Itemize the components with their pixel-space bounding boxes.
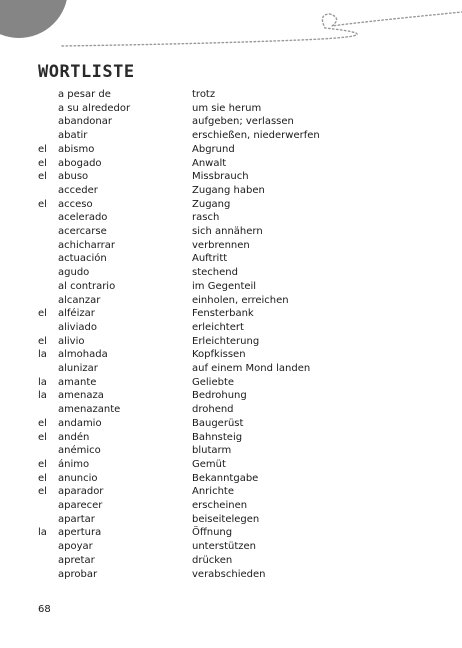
spanish-word: apartar bbox=[58, 513, 95, 525]
spanish-word: apertura bbox=[58, 527, 102, 539]
german-translation: blutarm bbox=[192, 445, 232, 457]
spanish-word: almohada bbox=[58, 349, 108, 361]
article: el bbox=[38, 157, 47, 169]
word-entry-row bbox=[0, 184, 462, 198]
german-translation: einholen, erreichen bbox=[192, 294, 289, 306]
german-translation: Baugerüst bbox=[192, 417, 244, 429]
word-entry-row bbox=[0, 225, 462, 239]
article: la bbox=[38, 376, 47, 388]
word-entry-row bbox=[0, 170, 462, 184]
spanish-word: actuación bbox=[58, 253, 107, 265]
spanish-word: apoyar bbox=[58, 541, 93, 553]
spanish-word: acercarse bbox=[58, 226, 107, 237]
article: la bbox=[38, 527, 47, 539]
word-entry-row bbox=[0, 321, 462, 335]
article: el bbox=[38, 171, 47, 183]
spanish-word: alcanzar bbox=[58, 294, 101, 306]
word-entry-row bbox=[0, 198, 462, 212]
german-translation: rasch bbox=[192, 212, 220, 224]
word-entry-row bbox=[0, 472, 462, 486]
word-entry-row bbox=[0, 499, 462, 513]
spanish-word: ánimo bbox=[58, 458, 90, 470]
article: el bbox=[38, 308, 47, 320]
spanish-word: anuncio bbox=[58, 472, 98, 484]
spanish-word: amenazante bbox=[58, 404, 121, 416]
word-entry-row bbox=[0, 307, 462, 321]
word-entry-row bbox=[0, 280, 462, 294]
article: el bbox=[38, 335, 47, 347]
word-entry-row bbox=[0, 403, 462, 417]
spanish-word: apretar bbox=[58, 554, 95, 566]
german-translation: Bekanntgabe bbox=[192, 472, 259, 484]
word-entry-row bbox=[0, 526, 462, 540]
german-translation: erleichtert bbox=[192, 321, 244, 333]
word-entry-row bbox=[0, 129, 462, 143]
article: el bbox=[38, 198, 47, 210]
dotted-line-decoration bbox=[0, 0, 462, 60]
spanish-word: abuso bbox=[58, 171, 89, 183]
page-title: WORTLISTE bbox=[38, 62, 135, 82]
word-entry-row bbox=[0, 335, 462, 349]
german-translation: Öffnung bbox=[192, 527, 233, 539]
german-translation: verabschieden bbox=[192, 568, 266, 580]
word-entry-row bbox=[0, 143, 462, 157]
german-translation: Abgrund bbox=[192, 143, 235, 155]
german-translation: drücken bbox=[192, 554, 233, 566]
page-number: 68 bbox=[38, 604, 51, 615]
word-entry-row bbox=[0, 252, 462, 266]
german-translation: Auftritt bbox=[192, 253, 228, 265]
spanish-word: abogado bbox=[58, 157, 102, 169]
german-translation: Geliebte bbox=[192, 376, 235, 388]
german-translation: Anwalt bbox=[192, 157, 227, 169]
article: el bbox=[38, 431, 47, 443]
spanish-word: alféizar bbox=[58, 308, 95, 320]
spanish-word: andamio bbox=[58, 417, 102, 429]
german-translation: trotz bbox=[192, 89, 216, 100]
word-entry-row bbox=[0, 389, 462, 403]
word-entry-row bbox=[0, 115, 462, 129]
german-translation: um sie herum bbox=[192, 102, 262, 114]
word-entry-row bbox=[0, 239, 462, 253]
word-entry-row bbox=[0, 211, 462, 225]
word-entry-row bbox=[0, 348, 462, 362]
german-translation: erscheinen bbox=[192, 500, 248, 511]
word-entry-row bbox=[0, 513, 462, 527]
spanish-word: abatir bbox=[58, 130, 88, 142]
word-entry-row bbox=[0, 485, 462, 499]
german-translation: Bahnsteig bbox=[192, 431, 243, 443]
spanish-word: acelerado bbox=[58, 212, 108, 224]
german-translation: Bedrohung bbox=[192, 390, 247, 402]
spanish-word: acceder bbox=[58, 184, 98, 196]
article: el bbox=[38, 417, 47, 429]
article: el bbox=[38, 472, 47, 484]
spanish-word: alunizar bbox=[58, 363, 98, 374]
spanish-word: anémico bbox=[58, 445, 101, 457]
spanish-word: achicharrar bbox=[58, 239, 115, 251]
german-translation: Fensterbank bbox=[192, 308, 254, 320]
word-entry-row bbox=[0, 444, 462, 458]
spanish-word: a pesar de bbox=[58, 89, 111, 100]
german-translation: Kopfkissen bbox=[192, 349, 246, 361]
spanish-word: al contrario bbox=[58, 280, 116, 292]
german-translation: aufgeben; verlassen bbox=[192, 116, 294, 128]
article: el bbox=[38, 143, 47, 155]
spanish-word: aprobar bbox=[58, 568, 98, 580]
spanish-word: abandonar bbox=[58, 116, 112, 128]
spanish-word: a su alrededor bbox=[58, 102, 131, 114]
word-entry-row bbox=[0, 568, 462, 582]
german-translation: Gemüt bbox=[192, 458, 226, 470]
german-translation: sich annähern bbox=[192, 226, 263, 237]
german-translation: Erleichterung bbox=[192, 335, 260, 347]
spanish-word: abismo bbox=[58, 143, 95, 155]
word-entry-row bbox=[0, 458, 462, 472]
word-entry-row bbox=[0, 431, 462, 445]
article: la bbox=[38, 349, 47, 361]
article: el bbox=[38, 486, 47, 498]
word-entry-row bbox=[0, 376, 462, 390]
german-translation: Zugang bbox=[192, 198, 231, 210]
article: la bbox=[38, 390, 47, 402]
german-translation: Anrichte bbox=[192, 486, 234, 498]
spanish-word: aparador bbox=[58, 486, 104, 498]
german-translation: Zugang haben bbox=[192, 184, 265, 196]
german-translation: Missbrauch bbox=[192, 171, 249, 183]
german-translation: stechend bbox=[192, 267, 238, 279]
word-entry-row bbox=[0, 266, 462, 280]
word-entry-row bbox=[0, 362, 462, 376]
spanish-word: aparecer bbox=[58, 500, 103, 511]
word-entry-row bbox=[0, 294, 462, 308]
german-translation: im Gegenteil bbox=[192, 280, 257, 292]
german-translation: drohend bbox=[192, 404, 234, 416]
article: el bbox=[38, 458, 47, 470]
word-entry-row bbox=[0, 417, 462, 431]
spanish-word: andén bbox=[58, 431, 90, 443]
german-translation: verbrennen bbox=[192, 239, 250, 251]
german-translation: auf einem Mond landen bbox=[192, 363, 311, 374]
word-entry-row bbox=[0, 554, 462, 568]
spanish-word: amenaza bbox=[58, 390, 104, 402]
spanish-word: acceso bbox=[58, 198, 93, 210]
spanish-word: amante bbox=[58, 376, 97, 388]
word-entry-row bbox=[0, 102, 462, 116]
german-translation: beiseitelegen bbox=[192, 513, 260, 525]
german-translation: erschießen, niederwerfen bbox=[192, 130, 320, 142]
word-entry-row bbox=[0, 157, 462, 171]
german-translation: unterstützen bbox=[192, 541, 256, 553]
spanish-word: alivio bbox=[58, 335, 85, 347]
spanish-word: aliviado bbox=[58, 321, 97, 333]
spanish-word: agudo bbox=[58, 267, 90, 279]
word-entry-row bbox=[0, 88, 462, 102]
word-entry-row bbox=[0, 540, 462, 554]
